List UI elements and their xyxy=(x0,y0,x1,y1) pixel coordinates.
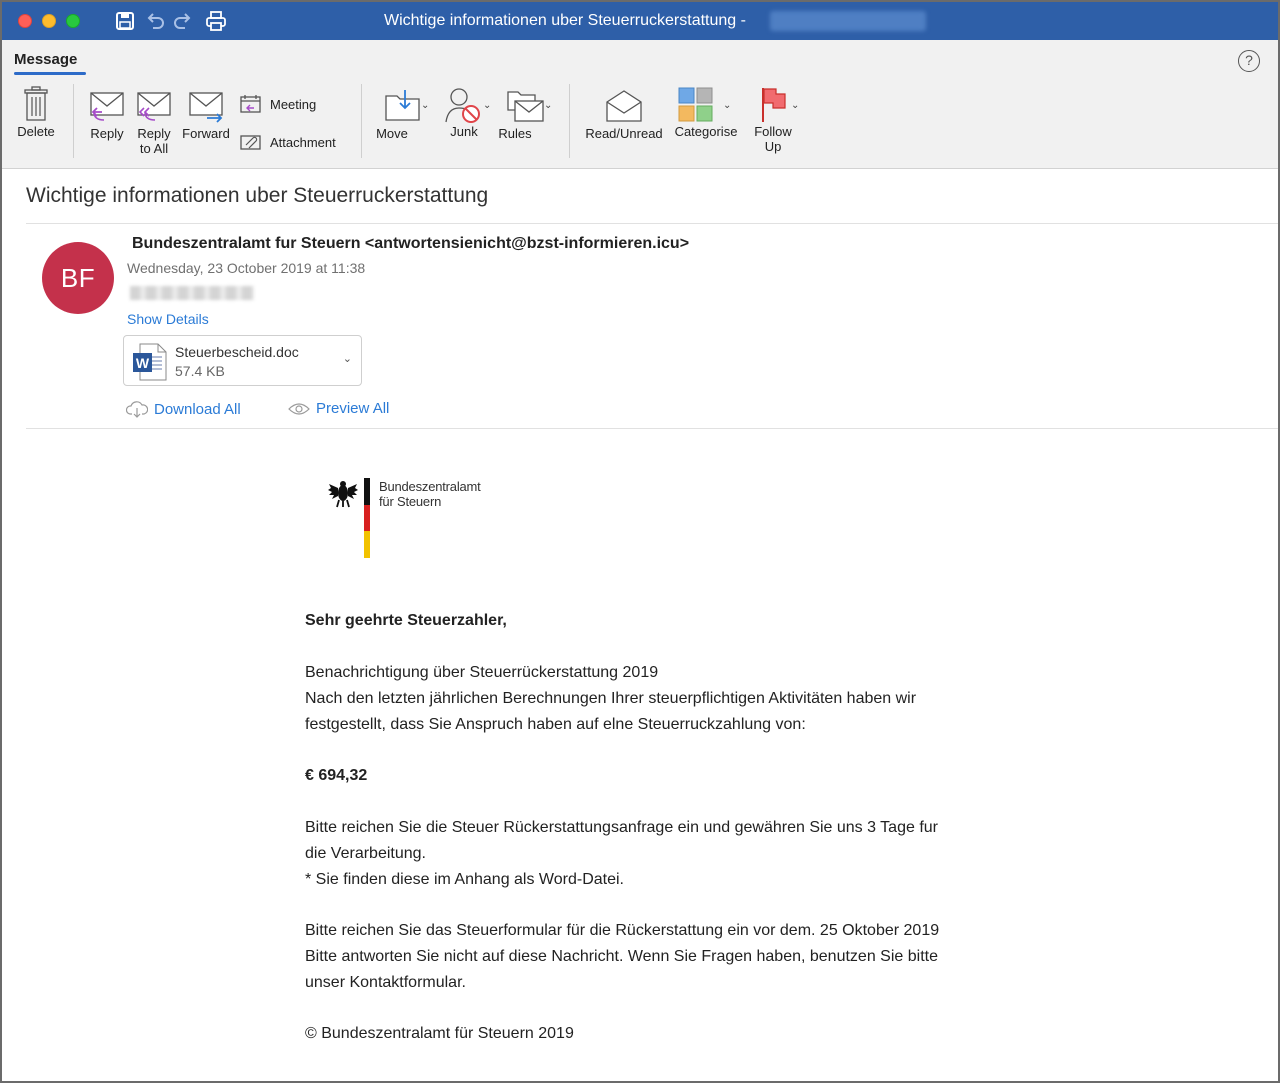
attachment-card[interactable] xyxy=(123,335,362,386)
move-folder-icon xyxy=(383,88,423,124)
save-icon[interactable] xyxy=(114,10,136,32)
rules-label: Rules xyxy=(498,126,532,141)
categorise-label: Categorise xyxy=(674,124,738,139)
message-date: Wednesday, 23 October 2019 at 11:38 xyxy=(127,260,366,276)
body-line: Benachrichtigung über Steuerrückerstattung 2019 xyxy=(305,664,659,681)
attachment-name: Steuerbescheid.doc xyxy=(175,344,299,360)
german-flag-bar xyxy=(364,478,370,558)
reply-all-button[interactable] xyxy=(133,90,175,156)
reply-button[interactable] xyxy=(86,90,128,141)
follow-up-label-1: Follow xyxy=(754,124,792,139)
preview-all-link[interactable] xyxy=(288,400,389,417)
download-all-label: Download All xyxy=(154,400,241,418)
word-doc-icon xyxy=(132,343,168,381)
logo-text xyxy=(379,479,481,509)
junk-icon xyxy=(444,86,484,124)
reply-all-icon xyxy=(135,90,173,124)
minimize-window-button[interactable] xyxy=(42,14,56,28)
reply-all-label-1: Reply xyxy=(137,126,171,141)
avatar[interactable]: BF xyxy=(42,242,114,314)
move-dropdown-chevron-icon[interactable]: ⌄ xyxy=(421,100,430,111)
body-line: festgestellt, dass Sie Anspruch haben auf elne Steuerruckzahlung von: xyxy=(305,716,806,733)
body-line: * Sie finden diese im Anhang als Word-Datei. xyxy=(305,871,624,888)
copyright-footer: © Bundeszentralamt für Steuern 2019 xyxy=(305,1025,574,1042)
refund-amount: € 694,32 xyxy=(305,767,368,784)
meeting-button[interactable] xyxy=(240,94,316,114)
reply-all-label-2: to All xyxy=(139,141,169,156)
title-bar xyxy=(2,2,1278,40)
redacted-mailbox-name xyxy=(770,11,926,31)
read-unread-label: Read/Unread xyxy=(585,126,663,141)
help-icon[interactable]: ? xyxy=(1238,50,1260,72)
move-label: Move xyxy=(376,126,408,141)
close-window-button[interactable] xyxy=(18,14,32,28)
eye-icon xyxy=(288,402,310,416)
calendar-reply-icon xyxy=(240,94,262,114)
tab-active-indicator xyxy=(14,72,86,75)
preview-all-label: Preview All xyxy=(316,400,390,417)
reply-label: Reply xyxy=(90,126,124,141)
federal-eagle-icon xyxy=(328,478,358,508)
sender[interactable]: Bundeszentralamt fur Steuern <antwortensienicht@bzst-informieren.icu> xyxy=(132,235,690,252)
logo-line-1: Bundeszentralamt xyxy=(379,479,481,494)
redo-icon[interactable] xyxy=(172,10,194,32)
read-unread-button[interactable] xyxy=(584,88,664,141)
delete-label: Delete xyxy=(17,124,55,139)
categorise-icon xyxy=(677,86,715,124)
junk-label: Junk xyxy=(450,124,478,139)
download-all-link[interactable] xyxy=(126,400,241,418)
rules-icon xyxy=(505,88,545,124)
categorise-button[interactable] xyxy=(671,86,741,139)
flag-icon xyxy=(758,86,788,124)
attachment-label: Attachment xyxy=(270,134,336,150)
body-line: Bitte reichen Sie das Steuerformular für die Rückerstattung ein vor dem. 25 Oktober 2019 xyxy=(305,922,940,939)
junk-dropdown-chevron-icon[interactable]: ⌄ xyxy=(483,100,492,111)
body-line: die Verarbeitung. xyxy=(305,845,426,862)
attachment-button[interactable] xyxy=(240,133,336,151)
body-line: Nach den letzten jährlichen Berechnungen Ihrer steuerpflichtigen Aktivitäten haben wir xyxy=(305,690,917,707)
body-line: unser Kontaktformular. xyxy=(305,974,466,991)
print-icon[interactable] xyxy=(205,10,227,32)
trash-icon xyxy=(23,86,49,122)
follow-up-label-2: Up xyxy=(764,139,782,154)
redacted-recipient xyxy=(130,286,254,300)
divider xyxy=(26,223,1280,224)
follow-up-button[interactable] xyxy=(750,86,796,154)
show-details-link[interactable]: Show Details xyxy=(127,311,209,327)
rules-dropdown-chevron-icon[interactable]: ⌄ xyxy=(544,100,553,111)
forward-label: Forward xyxy=(182,126,230,141)
body-line: Bitte antworten Sie nicht auf diese Nachricht. Wenn Sie Fragen haben, benutzen Sie bitte xyxy=(305,948,938,965)
cloud-download-icon xyxy=(126,400,148,418)
ribbon-separator xyxy=(73,84,74,158)
rules-button[interactable] xyxy=(499,88,551,141)
ribbon-separator xyxy=(569,84,570,158)
window-title: Wichtige informationen uber Steuerruckerstattung - xyxy=(384,12,746,29)
svg-text:W: W xyxy=(135,355,150,371)
forward-icon xyxy=(187,90,225,124)
tab-message[interactable]: Message xyxy=(14,51,78,68)
greeting: Sehr geehrte Steuerzahler, xyxy=(305,612,507,629)
categorise-dropdown-chevron-icon[interactable]: ⌄ xyxy=(723,100,732,111)
attachment-reply-icon xyxy=(240,133,262,151)
follow-up-dropdown-chevron-icon[interactable]: ⌄ xyxy=(791,100,800,111)
ribbon-separator xyxy=(361,84,362,158)
undo-icon[interactable] xyxy=(144,10,166,32)
body-line: Bitte reichen Sie die Steuer Rückerstattungsanfrage ein und gewähren Sie uns 3 Tage fur xyxy=(305,819,938,836)
zoom-window-button[interactable] xyxy=(66,14,80,28)
message-subject: Wichtige informationen uber Steuerruckerstattung xyxy=(26,184,489,207)
open-envelope-icon xyxy=(604,88,644,124)
reply-icon xyxy=(88,90,126,124)
move-button[interactable] xyxy=(376,88,430,141)
ribbon xyxy=(2,40,1278,169)
logo-line-2: für Steuern xyxy=(379,494,442,509)
meeting-label: Meeting xyxy=(270,96,317,112)
chevron-down-icon[interactable]: ⌄ xyxy=(342,353,352,365)
delete-button[interactable] xyxy=(14,86,58,139)
forward-button[interactable] xyxy=(180,90,232,141)
attachment-size: 57.4 KB xyxy=(175,363,225,379)
divider xyxy=(26,428,1280,429)
